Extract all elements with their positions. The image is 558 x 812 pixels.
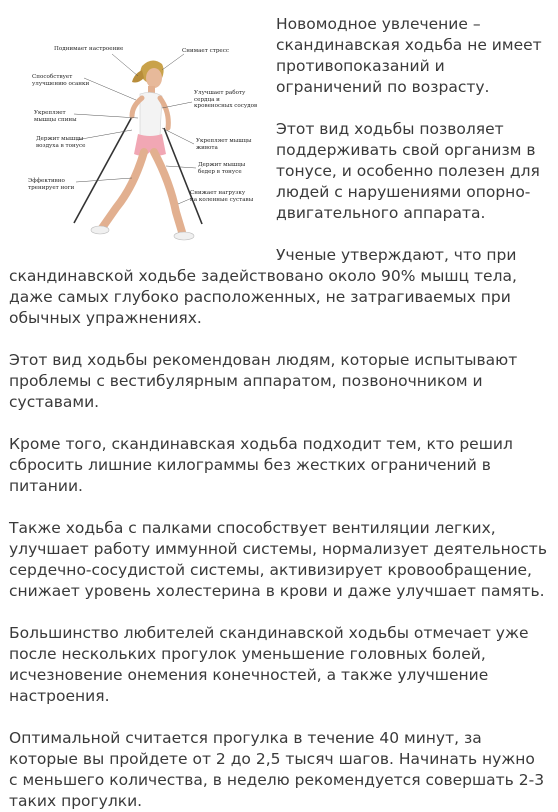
paragraph: Этот вид ходьбы рекомендован людям, которые испытывают проблемы с вестибулярным аппаратом, позвоночником и суставами. (9, 351, 518, 411)
label-mood: Поднимает настроение (54, 46, 124, 52)
label-back: Укрепляет мышцы спины (34, 110, 77, 123)
label-arms: Держит мышцы воздуха в тонусе (36, 136, 86, 149)
paragraph: Этот вид ходьбы позволяет поддерживать свой организм в тонусе, и особенно полезен для людей с нарушениями опорно-двигательного аппарата. (276, 120, 540, 222)
label-hips: Держит мышцы бедер в тонусе (198, 162, 246, 175)
paragraph: Большинство любителей скандинавской ходьбы отмечает уже после нескольких прогулок уменьшение головных болей, исчезновение онемения конечностей, а также улучшение настроения. (9, 624, 529, 705)
paragraph: Кроме того, скандинавская ходьба подходит тем, кто решил сбросить лишние килограммы без жестких ограничений в питании. (9, 435, 513, 495)
nordic-walking-illustration (14, 18, 264, 252)
label-legs: Эффективно тренирует ноги (28, 178, 75, 191)
paragraph: Новомодное увлечение – скандинавская ходьба не имеет противопоказаний и ограничений по возрасту. (276, 15, 542, 96)
paragraph: Ученые утверждают, что при скандинавской ходьбе задействовано около 90% мышц тела, даже самых глубоко расположенных, не затрагиваемых при обычных упражнениях. (9, 246, 517, 327)
label-stress: Снимает стресс (182, 48, 229, 54)
label-abs: Укрепляет мышцы живота (196, 138, 252, 151)
paragraph: Оптимальной считается прогулка в течение 40 минут, за которые вы пройдете от 2 до 2,5 тысяч шагов. Начинать нужно с меньшего количества, в неделю рекомендуется совершать 2-3 таких прогулки. (9, 729, 545, 810)
label-posture: Способствует улучшению осанки (32, 74, 90, 87)
label-knees: Снижает нагрузку на коленные суставы (190, 190, 254, 203)
label-heart: Улучшает работу сердца и кровеносных сосудов (194, 90, 258, 109)
paragraph: Также ходьба с палками способствует вентиляции легких, улучшает работу иммунной системы, нормализует деятельность сердечно-сосудистой системы, активизирует кровообращение, снижает уровень холестерина в крови и даже улучшает память. (9, 519, 547, 600)
